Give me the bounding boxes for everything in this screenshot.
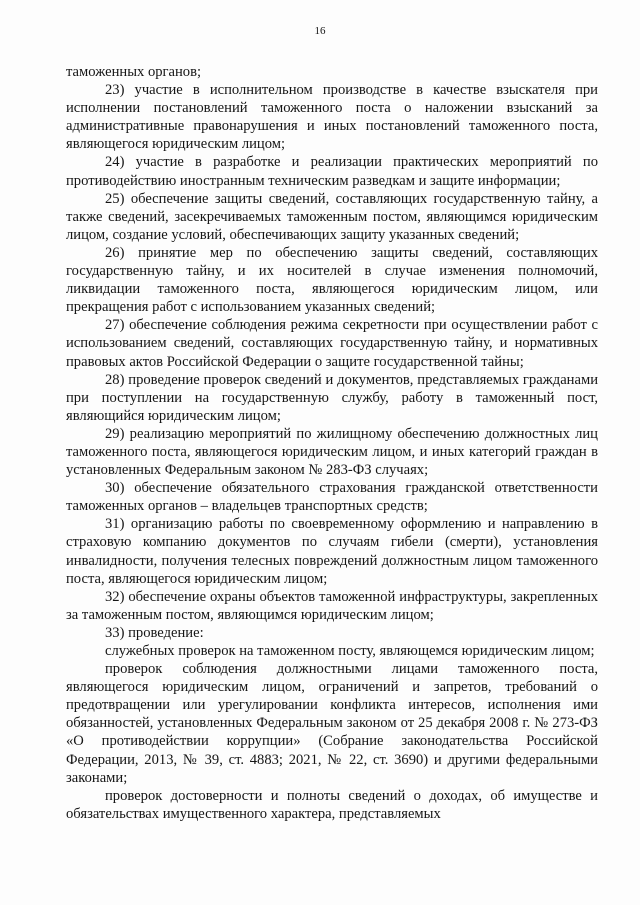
paragraph: 23) участие в исполнительном производстве в качестве взыскателя при исполнении постановлений таможенного поста о наложении взысканий за административные правонарушения и иных постановлений таможенного поста, являющегося юридическим лицом; [66, 82, 598, 153]
paragraph: таможенных органов; [66, 64, 202, 80]
paragraph: 27) обеспечение соблюдения режима секретности при осуществлении работ с использованием сведений, составляющих государственную тайну, и нормативных правовых актов Российской Федерации о защите государственной тайны; [66, 317, 598, 370]
paragraph: проверок достоверности и полноты сведений о доходах, об имуществе и обязательствах имущественного характера, представляемых [66, 787, 598, 822]
paragraph: 33) проведение: [105, 624, 204, 641]
paragraph: 31) организацию работы по своевременному оформлению и направлению в страховую компанию документов по случаям гибели (смерти), установления инвалидности, получения телесных повреждений должностным лицом таможенного поста, являющегося юридическим лицом; [66, 516, 598, 587]
paragraph: 29) реализацию мероприятий по жилищному обеспечению должностных лиц таможенного поста, являющегося юридическим лицом, и иных категорий граждан в установленных Федеральным законом № 283-ФЗ случаях; [66, 425, 598, 479]
paragraph: 26) принятие мер по обеспечению защиты сведений, составляющих государственную тайну, и их носителей в случае изменения полномочий, ликвидации таможенного поста, являющегося юридическим лицом, или прекращения работ с использованием указанных сведений; [66, 244, 598, 316]
page-number: 16 [314, 25, 326, 37]
paragraph: служебных проверок на таможенном посту, являющемся юридическим лицом; [105, 643, 595, 659]
paragraph: 30) обеспечение обязательного страхования гражданской ответственности таможенных органов – владельцев транспортных средств; [66, 480, 598, 515]
paragraph: 25) обеспечение защиты сведений, составляющих государственную тайну, а также сведений, засекречиваемых таможенным постом, являющимся юридическим лицом, создание условий, обеспечивающих защиту указанных сведений; [66, 190, 598, 243]
paragraph: 24) участие в разработке и реализации практических мероприятий по противодействию иностранным техническим разведкам и защите информации; [66, 154, 598, 189]
paragraph: 32) обеспечение охраны объектов таможенной инфраструктуры, закрепленных за таможенным постом, являющимся юридическим лицом; [66, 588, 598, 623]
paragraph: проверок соблюдения должностными лицами таможенного поста, являющегося юридическим лицом, ограничений и запретов, требований о предотвращении или урегулировании конфликта интересов, исполнения ими обязанностей, установленных Федеральным законом от 25 декабря 2008 г. № 273-ФЗ «О противодействии коррупции» (Собрание законодательства Российской Федерации, 2013, № 39, ст. 4883; 2021, № 22, ст. 3690) и другими федеральными законами; [66, 661, 598, 786]
paragraph: 28) проведение проверок сведений и документов, представляемых гражданами при поступлении на государственную службу, работу в таможенный пост, являющийся юридическим лицом; [66, 371, 598, 424]
document-body [66, 63, 598, 823]
